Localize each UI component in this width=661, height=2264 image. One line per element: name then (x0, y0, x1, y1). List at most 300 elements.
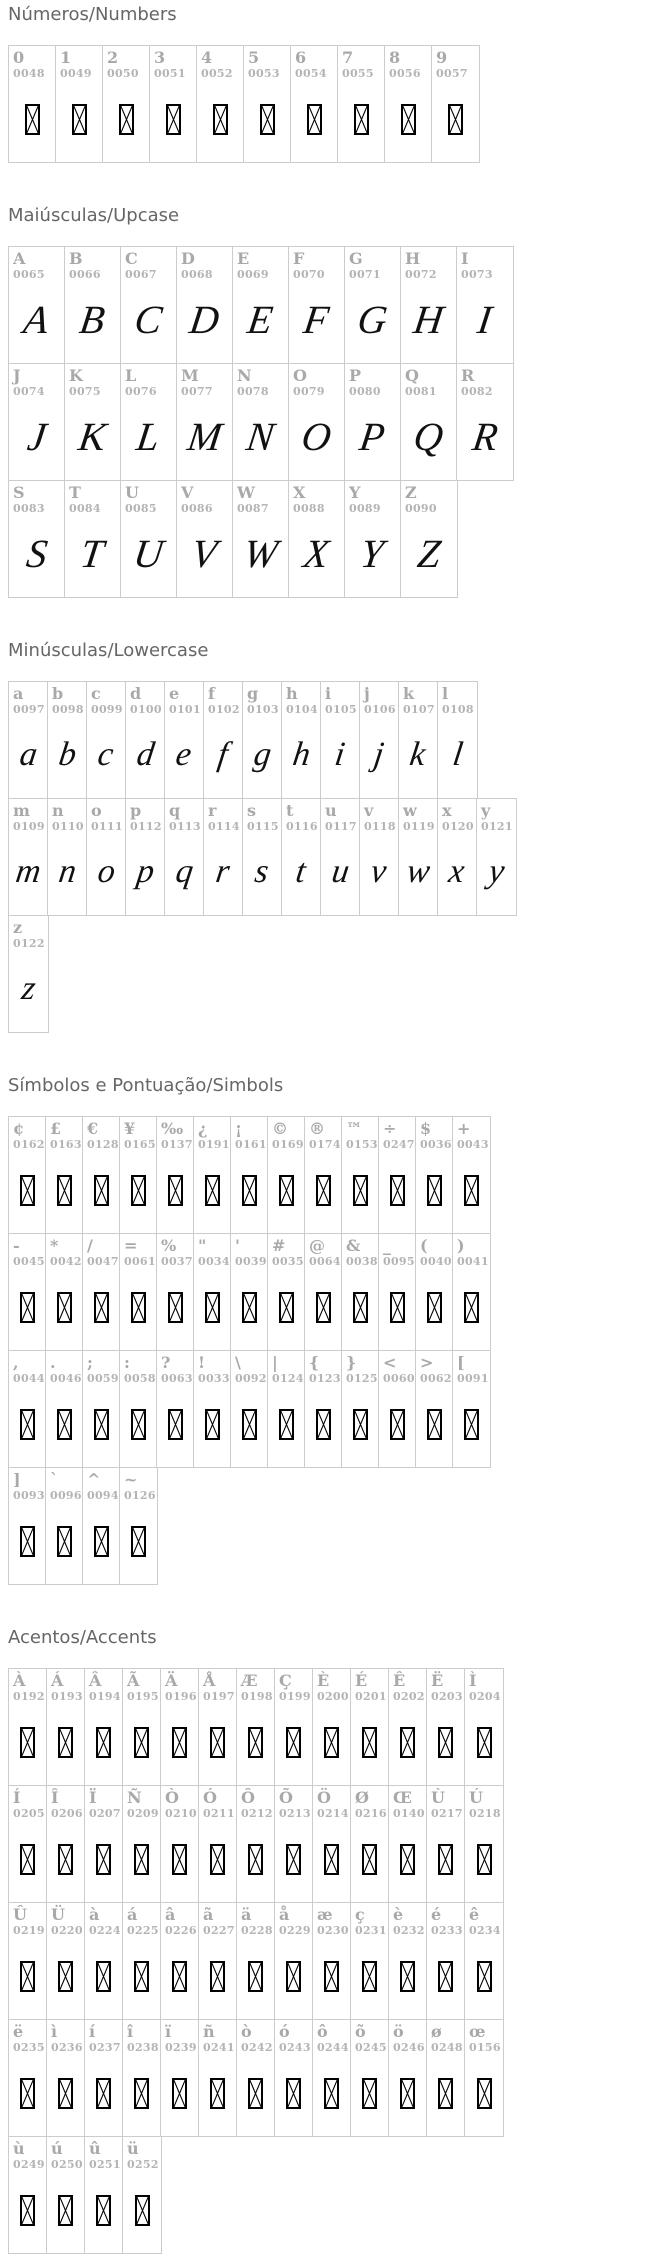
char-cell (351, 1786, 389, 1902)
notdef-box-icon (248, 1961, 263, 1992)
char-cell (9, 916, 48, 1032)
char-code: 0123 (309, 1372, 341, 1385)
glyph-script: c (95, 736, 117, 773)
char-code: 0065 (13, 268, 45, 281)
char-label: y (481, 801, 491, 820)
char-label: ó (279, 2022, 290, 2041)
char-code: 0156 (469, 2041, 501, 2054)
char-cell (46, 1234, 83, 1350)
glyph-script: J (24, 414, 49, 459)
char-cell (465, 1786, 503, 1902)
char-cell (416, 1117, 453, 1233)
char-label: 4 (201, 48, 213, 67)
char-code: 0201 (355, 1690, 387, 1703)
char-cell (46, 1351, 83, 1467)
char-code: 0107 (403, 703, 435, 716)
notdef-box-icon (210, 1961, 225, 1992)
notdef-box-icon (316, 1292, 331, 1323)
notdef-box-icon (242, 1175, 257, 1206)
glyph-area (268, 1387, 304, 1461)
char-label: ¢ (13, 1119, 25, 1138)
char-grid-row (8, 1902, 504, 2020)
char-label: ã (203, 1905, 214, 1924)
char-code: 0228 (241, 1924, 273, 1937)
char-section-symbols (8, 1075, 653, 1585)
section-title: Minúsculas/Lowercase (8, 640, 209, 661)
char-code: 0042 (50, 1255, 82, 1268)
char-cell (401, 364, 457, 480)
glyph-area (233, 283, 288, 357)
notdef-box-icon (362, 2078, 377, 2109)
glyph-area (399, 835, 437, 909)
char-cell (389, 1903, 427, 2019)
char-cell (351, 1903, 389, 2019)
char-code: 0102 (208, 703, 240, 716)
glyph-script: g (250, 736, 274, 773)
notdef-box-icon (134, 1844, 149, 1875)
char-label: * (50, 1236, 59, 1255)
char-grid-row (8, 2136, 162, 2254)
glyph-area (56, 82, 102, 156)
char-section-lowercase (8, 640, 653, 1033)
section-rows (8, 45, 653, 163)
char-label: à (89, 1905, 100, 1924)
char-code: 0038 (346, 1255, 378, 1268)
char-label: £ (50, 1119, 62, 1138)
notdef-box-icon (131, 1292, 146, 1323)
char-code: 0083 (13, 502, 45, 515)
notdef-box-icon (438, 1961, 453, 1992)
notdef-box-icon (400, 1844, 415, 1875)
glyph-area (282, 835, 320, 909)
notdef-box-icon (316, 1409, 331, 1440)
char-code: 0112 (130, 820, 162, 833)
char-label: ' (235, 1236, 240, 1255)
char-cell (345, 247, 401, 363)
glyph-area (46, 1270, 82, 1344)
glyph-area (351, 1822, 388, 1896)
notdef-box-icon (58, 2195, 73, 2226)
char-code: 0114 (208, 820, 240, 833)
char-label: w (403, 801, 417, 820)
char-code: 0078 (237, 385, 269, 398)
char-cell (453, 1234, 490, 1350)
char-cell (199, 1669, 237, 1785)
char-label: 7 (342, 48, 354, 67)
char-label: Ö (317, 1788, 331, 1807)
char-label: õ (355, 2022, 366, 2041)
char-label: ä (241, 1905, 252, 1924)
char-code: 0061 (124, 1255, 156, 1268)
char-code: 0243 (279, 2041, 311, 2054)
char-code: 0053 (248, 67, 280, 80)
char-code: 0045 (13, 1255, 45, 1268)
glyph-area (47, 1939, 84, 2013)
glyph-area (47, 1705, 84, 1779)
char-code: 0088 (293, 502, 325, 515)
char-code: 0054 (295, 67, 327, 80)
char-cell (103, 46, 150, 162)
char-code: 0125 (346, 1372, 378, 1385)
char-cell (231, 1117, 268, 1233)
char-cell (351, 2020, 389, 2136)
notdef-box-icon (242, 1409, 257, 1440)
glyph-area (231, 1153, 267, 1227)
char-cell (126, 799, 165, 915)
char-cell (275, 2020, 313, 2136)
char-label: D (181, 249, 195, 268)
char-label: ] (13, 1470, 21, 1489)
char-cell (194, 1351, 231, 1467)
char-cell (87, 682, 126, 798)
char-label: _ (383, 1236, 391, 1255)
char-code: 0227 (203, 1924, 235, 1937)
glyph-area (351, 2056, 388, 2130)
char-code: 0041 (457, 1255, 489, 1268)
glyph-area (47, 1822, 84, 1896)
char-label: < (383, 1353, 397, 1372)
char-grid-row (8, 1350, 491, 1468)
char-cell (233, 481, 289, 597)
char-cell (313, 2020, 351, 2136)
char-label: Ø (355, 1788, 369, 1807)
glyph-area (85, 2173, 122, 2247)
char-code: 0121 (481, 820, 513, 833)
notdef-box-icon (135, 2195, 150, 2226)
char-cell (289, 481, 345, 597)
char-grid-row (8, 246, 514, 364)
notdef-box-icon (168, 1175, 183, 1206)
glyph-area (275, 1939, 312, 2013)
char-label: x (442, 801, 452, 820)
char-label: À (13, 1671, 26, 1690)
notdef-box-icon (131, 1175, 146, 1206)
glyph-area (268, 1153, 304, 1227)
char-cell (46, 1468, 83, 1584)
char-code: 0051 (154, 67, 186, 80)
glyph-area (9, 952, 48, 1026)
char-cell (157, 1117, 194, 1233)
char-label: œ (469, 2022, 486, 2041)
char-code: 0084 (69, 502, 101, 515)
char-code: 0066 (69, 268, 101, 281)
char-cell (197, 46, 244, 162)
char-code: 0056 (389, 67, 421, 80)
char-label: ú (51, 2139, 63, 2158)
notdef-box-icon (172, 1727, 187, 1758)
char-cell (177, 481, 233, 597)
notdef-box-icon (324, 1844, 339, 1875)
section-rows (8, 1116, 653, 1585)
char-code: 0099 (91, 703, 123, 716)
char-label: ø (431, 2022, 442, 2041)
glyph-area (9, 517, 64, 591)
glyph-area (9, 1387, 45, 1461)
glyph-area (157, 1270, 193, 1344)
char-code: 0165 (124, 1138, 156, 1151)
char-code: 0090 (405, 502, 437, 515)
char-code: 0197 (203, 1690, 235, 1703)
notdef-box-icon (464, 1292, 479, 1323)
notdef-box-icon (58, 1844, 73, 1875)
char-code: 0109 (13, 820, 45, 833)
notdef-box-icon (362, 1844, 377, 1875)
char-label: u (325, 801, 337, 820)
char-label: ? (161, 1353, 171, 1372)
char-label: e (169, 684, 180, 703)
glyph-script: B (77, 297, 108, 342)
char-code: 0076 (125, 385, 157, 398)
char-cell (313, 1903, 351, 2019)
char-code: 0044 (13, 1372, 45, 1385)
glyph-area (379, 1270, 415, 1344)
char-grid-row (8, 363, 514, 481)
char-cell (432, 46, 479, 162)
char-label: ò (241, 2022, 252, 2041)
char-code: 0218 (469, 1807, 501, 1820)
glyph-script: h (289, 736, 313, 773)
char-cell (321, 682, 360, 798)
char-label: @ (309, 1236, 325, 1255)
char-cell (9, 1351, 46, 1467)
char-label: Q (405, 366, 419, 385)
char-code: 0062 (420, 1372, 452, 1385)
char-cell (48, 799, 87, 915)
glyph-area (9, 2056, 46, 2130)
char-code: 0039 (235, 1255, 267, 1268)
section-rows (8, 246, 653, 598)
char-code: 0120 (442, 820, 474, 833)
glyph-area (83, 1153, 119, 1227)
glyph-area (9, 1822, 46, 1896)
glyph-area (457, 400, 513, 474)
glyph-area (427, 2056, 464, 2130)
char-cell (177, 247, 233, 363)
char-label: m (13, 801, 30, 820)
char-label: } (346, 1353, 357, 1372)
char-code: 0229 (279, 1924, 311, 1937)
char-cell (120, 1468, 157, 1584)
char-code: 0210 (165, 1807, 197, 1820)
glyph-area (465, 2056, 503, 2130)
notdef-box-icon (20, 1727, 35, 1758)
glyph-area (342, 1153, 378, 1227)
char-label: Y (349, 483, 361, 502)
notdef-box-icon (58, 1727, 73, 1758)
glyph-area (385, 82, 431, 156)
char-label: ì (51, 2022, 58, 2041)
char-cell (65, 364, 121, 480)
glyph-area (123, 2056, 160, 2130)
char-cell (199, 2020, 237, 2136)
char-cell (126, 682, 165, 798)
notdef-box-icon (353, 1409, 368, 1440)
char-cell (342, 1351, 379, 1467)
char-code: 0106 (364, 703, 396, 716)
glyph-area (237, 1939, 274, 2013)
char-code: 0230 (317, 1924, 349, 1937)
glyph-area (47, 2056, 84, 2130)
char-code: 0192 (13, 1690, 45, 1703)
glyph-area (177, 517, 232, 591)
char-cell (123, 1903, 161, 2019)
char-label: € (87, 1119, 99, 1138)
notdef-box-icon (134, 1961, 149, 1992)
char-label: Ñ (127, 1788, 142, 1807)
char-code: 0049 (60, 67, 92, 80)
notdef-box-icon (464, 1175, 479, 1206)
glyph-area (401, 517, 457, 591)
char-label: s (247, 801, 257, 820)
char-label: Æ (241, 1671, 258, 1690)
glyph-script: Q (410, 414, 447, 459)
char-code: 0095 (383, 1255, 415, 1268)
char-code: 0103 (247, 703, 279, 716)
char-label: Ê (393, 1671, 406, 1690)
glyph-area (321, 835, 359, 909)
char-code: 0216 (355, 1807, 387, 1820)
char-label: ¥ (124, 1119, 136, 1138)
notdef-box-icon (390, 1409, 405, 1440)
notdef-box-icon (477, 2078, 492, 2109)
glyph-area (120, 1387, 156, 1461)
char-cell (121, 247, 177, 363)
char-code: 0043 (457, 1138, 489, 1151)
char-label: h (286, 684, 298, 703)
glyph-script: K (76, 414, 110, 459)
glyph-area (157, 1387, 193, 1461)
char-cell (9, 364, 65, 480)
char-code: 0052 (201, 67, 233, 80)
char-code: 0116 (286, 820, 318, 833)
char-code: 0086 (181, 502, 213, 515)
glyph-area (46, 1153, 82, 1227)
char-label: Â (89, 1671, 102, 1690)
char-cell (199, 1903, 237, 2019)
glyph-area (9, 1270, 45, 1344)
char-label: r (208, 801, 217, 820)
char-label: M (181, 366, 199, 385)
notdef-box-icon (20, 1292, 35, 1323)
char-code: 0252 (127, 2158, 159, 2171)
char-cell (379, 1351, 416, 1467)
char-label: c (91, 684, 101, 703)
char-grid-row (8, 915, 49, 1033)
char-cell (282, 799, 321, 915)
notdef-box-icon (448, 104, 463, 135)
notdef-box-icon (210, 1844, 225, 1875)
glyph-script: x (446, 853, 468, 890)
notdef-box-icon (94, 1175, 109, 1206)
char-cell (85, 1903, 123, 2019)
char-cell (83, 1351, 120, 1467)
char-label: ÷ (383, 1119, 397, 1138)
notdef-box-icon (477, 1844, 492, 1875)
char-label: t (286, 801, 294, 820)
section-title: Maiúsculas/Upcase (8, 205, 180, 226)
char-label: # (272, 1236, 286, 1255)
char-cell (399, 682, 438, 798)
char-code: 0153 (346, 1138, 378, 1151)
char-cell (85, 2137, 123, 2253)
glyph-script: G (354, 297, 391, 342)
notdef-box-icon (286, 1961, 301, 1992)
glyph-area (9, 1153, 45, 1227)
char-code: 0105 (325, 703, 357, 716)
notdef-box-icon (248, 1727, 263, 1758)
char-label: z (13, 918, 23, 937)
notdef-box-icon (25, 104, 40, 135)
char-cell (83, 1117, 120, 1233)
char-cell (157, 1234, 194, 1350)
char-cell (243, 799, 282, 915)
char-label: ( (420, 1236, 428, 1255)
char-code: 0040 (420, 1255, 452, 1268)
glyph-area (194, 1387, 230, 1461)
notdef-box-icon (210, 1727, 225, 1758)
char-grid-row (8, 1467, 158, 1585)
glyph-area (416, 1387, 452, 1461)
glyph-area (289, 400, 344, 474)
char-label: Z (405, 483, 417, 502)
glyph-area (453, 1387, 490, 1461)
char-label: b (52, 684, 64, 703)
char-cell (268, 1234, 305, 1350)
glyph-script: n (55, 853, 79, 890)
notdef-box-icon (248, 1844, 263, 1875)
glyph-area (427, 1705, 464, 1779)
glyph-area (438, 718, 477, 792)
char-label: $ (420, 1119, 432, 1138)
char-cell (123, 2020, 161, 2136)
glyph-script: Z (414, 531, 444, 576)
char-code: 0089 (349, 502, 381, 515)
glyph-script: O (298, 414, 335, 459)
notdef-box-icon (168, 1409, 183, 1440)
char-label: d (130, 684, 142, 703)
glyph-script: N (244, 414, 278, 459)
char-code: 0235 (13, 2041, 45, 2054)
char-cell (47, 2137, 85, 2253)
char-cell (438, 682, 477, 798)
glyph-area (126, 718, 164, 792)
glyph-area (345, 517, 400, 591)
char-code: 0069 (237, 268, 269, 281)
char-cell (345, 481, 401, 597)
glyph-area (313, 1822, 350, 1896)
glyph-area (177, 400, 232, 474)
glyph-script: v (368, 853, 390, 890)
char-cell (233, 364, 289, 480)
char-cell (161, 2020, 199, 2136)
char-label: ê (469, 1905, 480, 1924)
char-label: & (346, 1236, 361, 1255)
glyph-area (427, 1939, 464, 2013)
glyph-area (199, 1705, 236, 1779)
char-label: Ò (165, 1788, 179, 1807)
char-label: ö (393, 2022, 404, 2041)
char-code: 0198 (241, 1690, 273, 1703)
notdef-box-icon (286, 2078, 301, 2109)
notdef-box-icon (427, 1292, 442, 1323)
char-code: 0094 (87, 1489, 119, 1502)
char-cell (389, 1786, 427, 1902)
char-cell (282, 682, 321, 798)
char-label: \ (235, 1353, 241, 1372)
char-label: . (50, 1353, 56, 1372)
char-code: 0113 (169, 820, 201, 833)
char-code: 0246 (393, 2041, 425, 2054)
